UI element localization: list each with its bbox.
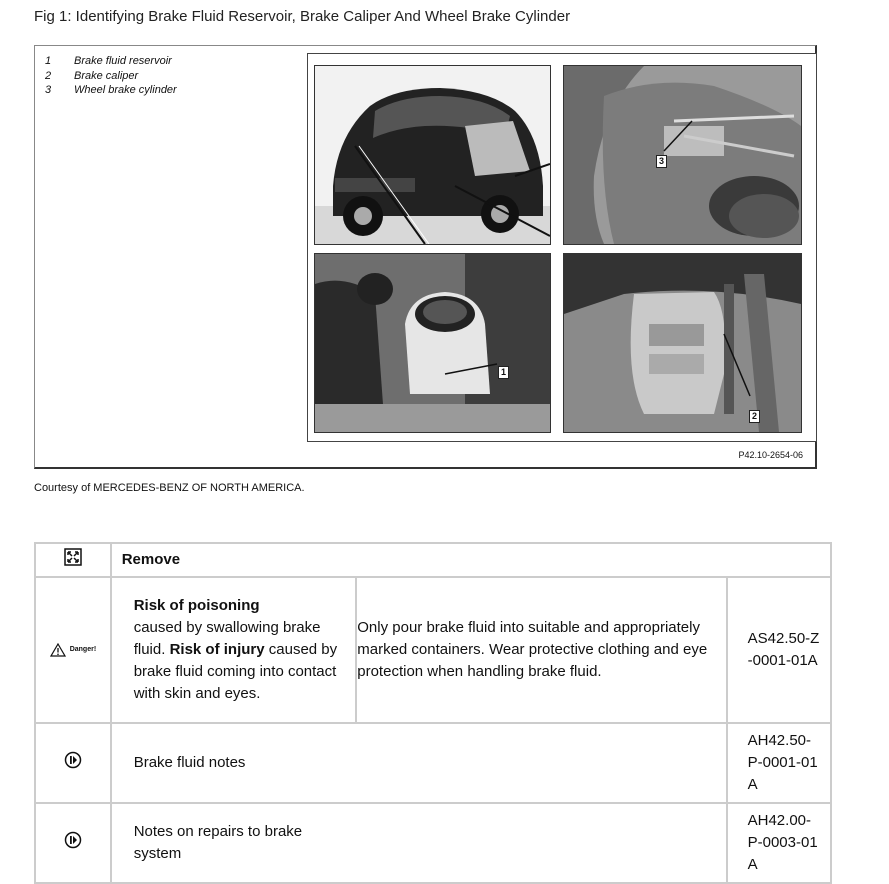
- wheel-brake-cylinder-photo: [563, 65, 802, 245]
- figure-box: [34, 45, 817, 469]
- table-row: [35, 723, 831, 803]
- note-code: [727, 803, 831, 883]
- danger-code-link[interactable]: AS42.50-Z-0001-01A: [747, 630, 820, 669]
- note-icon-cell: [35, 803, 111, 883]
- legend-item: 1 Brake fluid reservoir: [45, 55, 172, 67]
- legend-item: 3 Wheel brake cylinder: [45, 84, 177, 96]
- callout-2: 2: [749, 410, 760, 423]
- brake-fluid-reservoir-photo: [314, 253, 551, 433]
- callout-3: 3: [656, 155, 667, 168]
- note-text: Notes on repairs to brake system: [111, 803, 727, 883]
- figure-title: Fig 1: Identifying Brake Fluid Reservoir, Brake Caliper And Wheel Brake Cylinder: [34, 8, 571, 25]
- note-icon: [64, 836, 82, 853]
- header-icon-cell: [35, 543, 111, 577]
- figure-legend: [45, 54, 177, 98]
- note-code-link[interactable]: AH42.00-P-0003-01A: [747, 812, 818, 873]
- note-icon-cell: [35, 723, 111, 803]
- photo-collage: [307, 53, 817, 442]
- procedure-table: [34, 542, 832, 884]
- table-row: [35, 577, 831, 723]
- courtesy-note: Courtesy of MERCEDES-BENZ OF NORTH AMERICA.: [34, 482, 305, 494]
- car-photo: [314, 65, 551, 245]
- figure-code: P42.10-2654-06: [738, 450, 803, 460]
- table-row: [35, 803, 831, 883]
- callout-1: 1: [498, 366, 509, 379]
- brake-caliper-photo: [563, 253, 802, 433]
- table-header-row: [35, 543, 831, 577]
- legend-item: 2 Brake caliper: [45, 69, 139, 82]
- danger-label: Danger!: [69, 646, 97, 654]
- danger-code: [727, 577, 831, 723]
- danger-icon-cell: [35, 577, 111, 723]
- note-code: [727, 723, 831, 803]
- danger-instruction: Only pour brake fluid into suitable and appropriately marked containers. Wear protective clothing and eye protection when handling brake fluid.: [356, 577, 726, 723]
- danger-description: Risk of poisoning caused by swallowing brake fluid. Risk of injury caused by brake fluid coming into contact with skin and eyes.: [111, 577, 357, 723]
- note-text: Brake fluid notes: [111, 723, 727, 803]
- note-icon: [64, 756, 82, 773]
- table-header-title: Remove: [111, 543, 831, 577]
- warning-triangle-icon: [50, 641, 70, 658]
- note-code-link[interactable]: AH42.50-P-0001-01A: [747, 732, 818, 793]
- remove-icon: [64, 553, 82, 570]
